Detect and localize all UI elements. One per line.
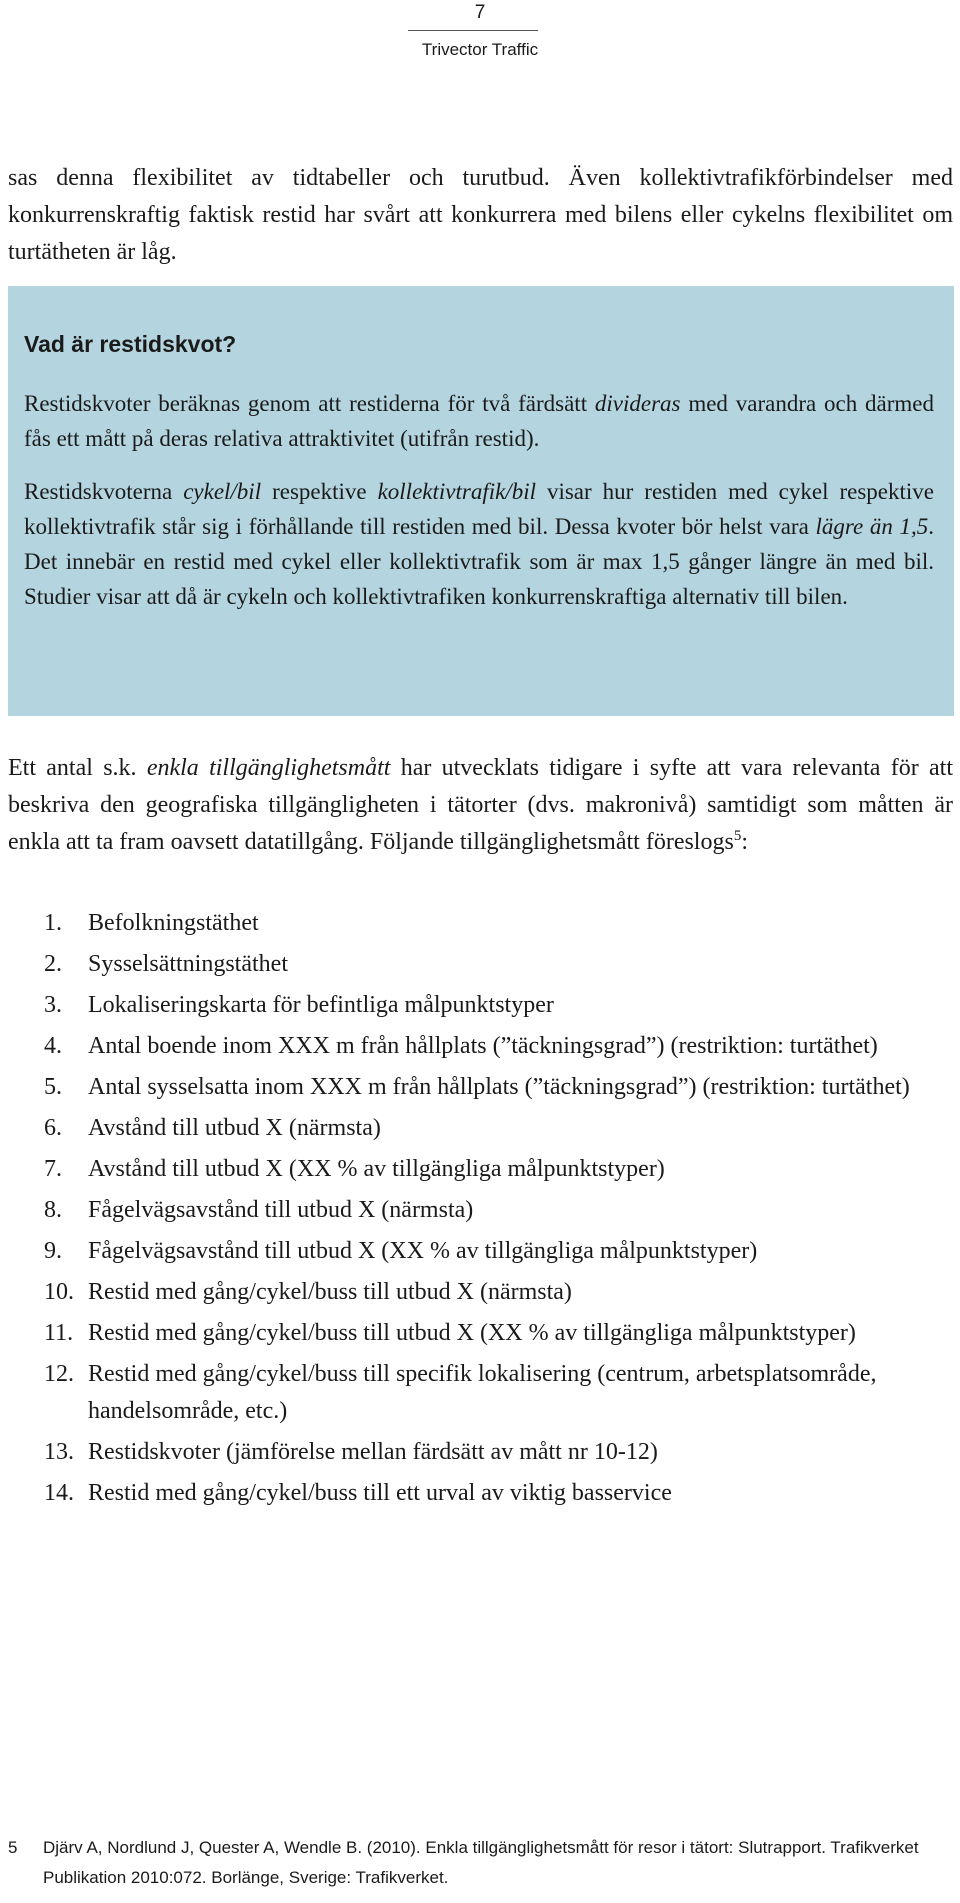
list-item-text: Fågelvägsavstånd till utbud X (närmsta) [88, 1197, 474, 1223]
list-item-number: 9. [44, 1238, 62, 1264]
list-item [8, 1233, 953, 1270]
list-item-number: 2. [44, 951, 62, 977]
list-item-number: 5. [44, 1074, 62, 1100]
list-item [8, 946, 953, 983]
list-item [8, 1475, 953, 1512]
emphasis: enkla tillgänglighetsmått [146, 755, 391, 781]
accessibility-measures-list [8, 905, 953, 1516]
text-run: . Det innebär en restid med cykel eller kollektivtrafik som är max 1,5 gånger längre än med bil. Studier visar att då är cykeln och kollektivtrafiken konkurrenskraftiga alternativ till bilen. [24, 514, 934, 609]
page-number: 7 [474, 2, 486, 23]
footnote-mark: 5 [8, 1838, 18, 1857]
info-box-title: Vad är restidskvot? [24, 331, 237, 357]
text-run: har utvecklats tidigare i syfte att vara relevanta för att beskriva den geografiska tillgängligheten i tätorter (dvs. makronivå) samtidigt som måtten är enkla att ta fram oavsett datatillgång. Följande tillgänglighetsmått föreslogs [8, 755, 953, 855]
list-item-text: Avstånd till utbud X (XX % av tillgängliga målpunktstyper) [88, 1156, 665, 1182]
list-item-number: 10. [44, 1279, 74, 1305]
list-item-number: 12. [44, 1361, 74, 1387]
list-item [8, 1274, 953, 1311]
list-item-number: 7. [44, 1156, 62, 1182]
emphasis: cykel/bil [183, 479, 262, 504]
emphasis: kollektivtrafik/bil [377, 479, 536, 504]
info-box-paragraph-1 [24, 386, 934, 456]
text-run: Restidskvoterna [24, 479, 184, 504]
emphasis: divideras [594, 391, 681, 416]
list-item-number: 6. [44, 1115, 62, 1141]
text-run: visar hur restiden med cykel respektive kollektivtrafik står sig i förhållande till restiden med bil. Dessa kvoter bör helst vara [24, 479, 934, 539]
list-item [8, 1434, 953, 1471]
footnote-reference[interactable]: 5 [733, 828, 742, 844]
list-item-text: Lokaliseringskarta för befintliga målpunktstyper [88, 992, 554, 1018]
list-item [8, 905, 953, 942]
text-run: : [741, 829, 748, 855]
list-item-number: 8. [44, 1197, 62, 1223]
text-run: med varandra och därmed fås ett mått på deras relativa attraktivitet (utifrån restid). [24, 391, 934, 451]
running-head: Trivector Traffic [421, 40, 539, 59]
list-item [8, 1315, 953, 1352]
list-item-text: Restid med gång/cykel/buss till specifik lokalisering (centrum, arbetsplatsområde, handelsområde, etc.) [88, 1361, 877, 1424]
text-run: respektive [261, 479, 378, 504]
list-item-text: Befolkningstäthet [88, 910, 259, 936]
info-box-restidskvot [8, 286, 954, 716]
list-item [8, 1069, 953, 1106]
info-box-content [24, 326, 934, 632]
list-item-number: 1. [44, 910, 62, 936]
list-item-text: Restid med gång/cykel/buss till ett urval av viktig basservice [88, 1480, 672, 1506]
text-run: Restidskvoter beräknas genom att restiderna för två färdsätt [24, 391, 595, 416]
list-item-text: Fågelvägsavstånd till utbud X (XX % av tillgängliga målpunktstyper) [88, 1238, 758, 1264]
list-item-number: 14. [44, 1480, 74, 1506]
measures-intro-paragraph [8, 750, 953, 861]
list-item-text: Restidskvoter (jämförelse mellan färdsätt av mått nr 10-12) [88, 1439, 658, 1465]
list-item-text: Avstånd till utbud X (närmsta) [88, 1115, 381, 1141]
list-item-text: Antal sysselsatta inom XXX m från hållplats (”täckningsgrad”) (restriktion: turtäthet) [88, 1074, 910, 1100]
list-item-number: 13. [44, 1439, 74, 1465]
list-item [8, 987, 953, 1024]
text-run: Ett antal s.k. [8, 755, 147, 781]
list-item [8, 1028, 953, 1065]
list-item-number: 4. [44, 1033, 62, 1059]
info-box-paragraph-2 [24, 474, 934, 614]
list-item [8, 1192, 953, 1229]
footnote-text: Djärv A, Nordlund J, Quester A, Wendle B. (2010). Enkla tillgänglighetsmått för resor i tätort: Slutrapport. Trafikverket Publikation 2010:072. Borlänge, Sverige: Trafikverket. [43, 1838, 919, 1887]
list-item [8, 1151, 953, 1188]
list-item-text: Restid med gång/cykel/buss till utbud X (XX % av tillgängliga målpunktstyper) [88, 1320, 856, 1346]
list-item-text: Antal boende inom XXX m från hållplats (”täckningsgrad”) (restriktion: turtäthet) [88, 1033, 878, 1059]
header-divider [408, 30, 538, 31]
footnote [8, 1833, 953, 1893]
list-item-number: 3. [44, 992, 62, 1018]
intro-paragraph: sas denna flexibilitet av tidtabeller och turutbud. Även kollektivtrafikförbindelser med konkurrenskraftig faktisk restid har svårt att konkurrera med bilens eller cykelns flexibilitet om turtätheten är låg. [8, 165, 953, 265]
list-item [8, 1356, 953, 1430]
list-item-number: 11. [44, 1320, 74, 1346]
list-item [8, 1110, 953, 1147]
emphasis: lägre än 1,5 [815, 514, 929, 539]
list-item-text: Restid med gång/cykel/buss till utbud X (närmsta) [88, 1279, 572, 1305]
list-item-text: Sysselsättningstäthet [88, 951, 288, 977]
